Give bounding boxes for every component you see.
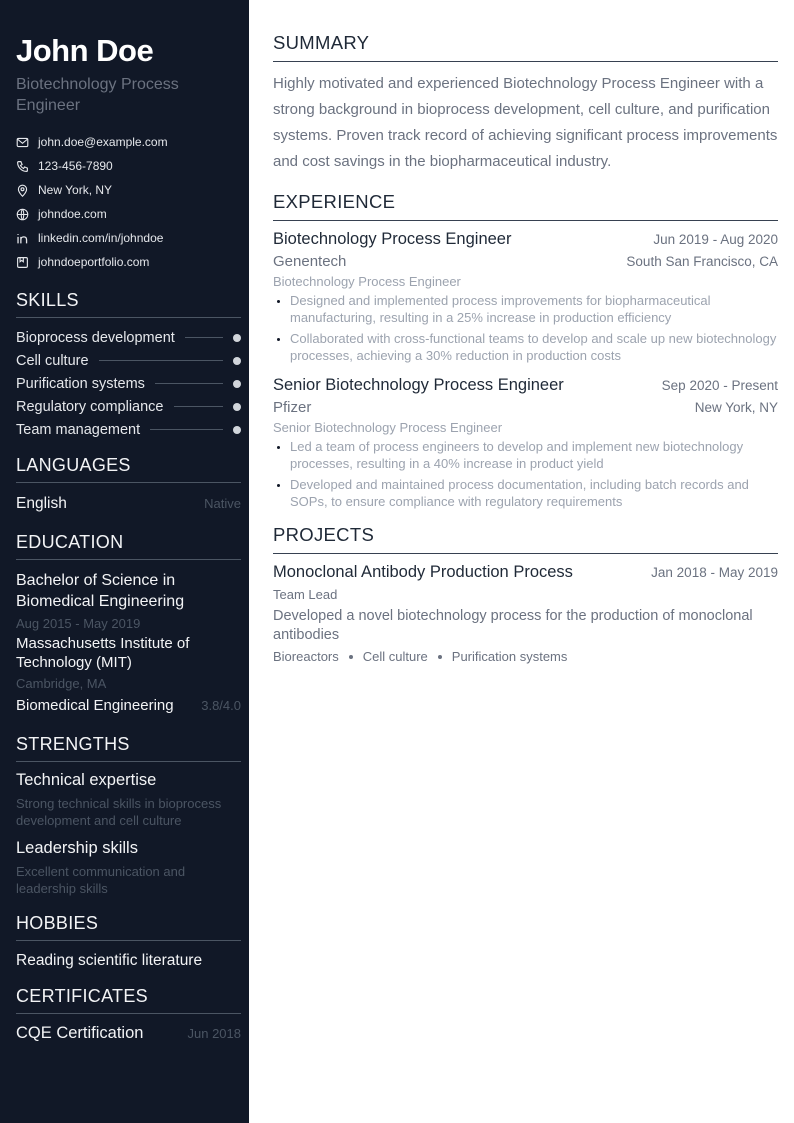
job-bullet: • Led a team of process engineers to develop and implement new biotechnology processes, resulting in a 40% increase in product yield — [290, 438, 778, 472]
project-header — [273, 563, 778, 582]
skill-divider — [99, 360, 223, 361]
project-role: Team Lead — [273, 587, 338, 602]
job-bullets — [273, 438, 778, 510]
education-dates: Aug 2015 - May 2019 — [16, 616, 141, 631]
skill-divider — [185, 337, 223, 338]
phone-icon — [16, 160, 29, 173]
tag-separator — [349, 655, 353, 659]
main-content — [273, 32, 778, 664]
strength-desc: Strong technical skills in bioprocess development and cell culture — [16, 796, 222, 828]
strength-item — [16, 770, 241, 829]
globe-icon — [16, 208, 29, 221]
contact-text: johndoeportfolio.com — [38, 255, 150, 269]
job-dates: Jun 2019 - Aug 2020 — [653, 232, 778, 247]
contact-location — [16, 178, 241, 202]
company-name: Pfizer — [273, 399, 312, 416]
experience-heading: EXPERIENCE — [273, 191, 778, 221]
education-heading: EDUCATION — [16, 532, 241, 560]
education-field-row — [16, 695, 241, 716]
job-bullets — [273, 292, 778, 364]
job-title: Biotechnology Process Engineer — [273, 230, 512, 248]
company-row — [273, 399, 778, 416]
contact-phone[interactable] — [16, 154, 241, 178]
project-desc: Developed a novel biotechnology process for the production of monoclonal antibodies — [273, 608, 753, 643]
experience-header — [273, 376, 778, 395]
certificate-name: CQE Certification — [16, 1024, 144, 1042]
contact-text: john.doe@example.com — [38, 135, 168, 149]
contact-portfolio[interactable] — [16, 250, 241, 274]
job-bullet: • Collaborated with cross-functional teams to develop and scale up new biotechnology processes, achieving a 30% reduction in production costs — [290, 330, 778, 364]
certificate-date: Jun 2018 — [187, 1026, 241, 1041]
skill-dot — [233, 357, 241, 365]
strength-desc: Excellent communication and leadership skills — [16, 864, 186, 896]
contact-text: linkedin.com/in/johndoe — [38, 231, 164, 245]
contact-text: 123-456-7890 — [38, 159, 113, 173]
skill-dot — [233, 334, 241, 342]
languages-heading: LANGUAGES — [16, 455, 241, 483]
location-icon — [16, 184, 29, 197]
project-item — [273, 563, 778, 664]
hobby-item: Reading scientific literature — [16, 952, 203, 969]
project-tag: Bioreactors — [273, 649, 339, 664]
strengths-heading: STRENGTHS — [16, 734, 241, 762]
mail-icon — [16, 136, 29, 149]
contact-list — [16, 130, 241, 274]
summary-heading: SUMMARY — [273, 32, 778, 62]
certificate-item — [16, 1023, 241, 1044]
project-title: Monoclonal Antibody Production Process — [273, 563, 573, 581]
skill-item — [16, 395, 241, 418]
skill-item — [16, 349, 241, 372]
hobbies-heading: HOBBIES — [16, 913, 241, 941]
sidebar — [0, 0, 249, 1123]
company-row — [273, 253, 778, 270]
strength-item — [16, 838, 241, 897]
job-role: Senior Biotechnology Process Engineer — [273, 420, 503, 435]
project-tag: Cell culture — [362, 649, 428, 664]
contact-email[interactable] — [16, 130, 241, 154]
skills-heading: SKILLS — [16, 290, 241, 318]
candidate-name: John Doe — [16, 33, 154, 68]
company-location: New York, NY — [694, 400, 778, 415]
education-location: Cambridge, MA — [16, 676, 107, 691]
strength-title: Leadership skills — [16, 839, 138, 857]
skill-dot — [233, 380, 241, 388]
skill-divider — [150, 429, 223, 430]
projects-heading: PROJECTS — [273, 524, 778, 554]
contact-text: New York, NY — [38, 183, 113, 197]
education-item — [16, 570, 241, 716]
contact-linkedin[interactable] — [16, 226, 241, 250]
project-tags — [273, 649, 778, 664]
skill-label: Team management — [16, 421, 141, 438]
skill-divider — [174, 406, 224, 407]
job-title: Senior Biotechnology Process Engineer — [273, 376, 564, 394]
education-field: Biomedical Engineering — [16, 697, 174, 714]
skills-list — [16, 326, 241, 441]
language-name: English — [16, 495, 67, 512]
contact-text: johndoe.com — [38, 207, 107, 221]
tag-separator — [438, 655, 442, 659]
education-gpa: 3.8/4.0 — [201, 698, 241, 713]
education-school: Massachusetts Institute of Technology (MIT) — [16, 635, 190, 671]
contact-website[interactable] — [16, 202, 241, 226]
skill-label: Cell culture — [16, 352, 89, 369]
skill-item — [16, 326, 241, 349]
skill-dot — [233, 403, 241, 411]
language-item — [16, 493, 241, 514]
linkedin-icon — [16, 232, 29, 245]
experience-item — [273, 230, 778, 364]
certificates-heading: CERTIFICATES — [16, 986, 241, 1014]
project-dates: Jan 2018 - May 2019 — [651, 565, 778, 580]
headline: Biotechnology Process Engineer — [16, 76, 179, 114]
summary-text: Highly motivated and experienced Biotechnology Process Engineer with a strong background in bioprocess development, cell culture, and purification systems. Proven track record of achieving significant process improvements and cost savings in the biopharmaceutical industry. — [273, 75, 778, 170]
skill-dot — [233, 426, 241, 434]
job-bullet: • Developed and maintained process documentation, including batch records and SOPs, to ensure compliance with regulatory requirements — [290, 476, 778, 510]
skill-label: Bioprocess development — [16, 329, 175, 346]
job-role: Biotechnology Process Engineer — [273, 274, 461, 289]
job-bullet: • Designed and implemented process improvements for biopharmaceutical manufacturing, resulting in a 25% increase in production efficiency — [290, 292, 778, 326]
skill-label: Purification systems — [16, 375, 145, 392]
skill-item — [16, 418, 241, 441]
experience-header — [273, 230, 778, 249]
company-location: South San Francisco, CA — [626, 254, 778, 269]
strength-title: Technical expertise — [16, 771, 157, 789]
project-tag: Purification systems — [451, 649, 568, 664]
experience-item — [273, 376, 778, 510]
skill-divider — [155, 383, 223, 384]
company-name: Genentech — [273, 253, 347, 270]
skill-label: Regulatory compliance — [16, 398, 164, 415]
language-level: Native — [204, 496, 241, 511]
education-degree: Bachelor of Science in Biomedical Engineering — [16, 572, 185, 610]
skill-item — [16, 372, 241, 395]
job-dates: Sep 2020 - Present — [661, 378, 778, 393]
portfolio-icon — [16, 256, 29, 269]
